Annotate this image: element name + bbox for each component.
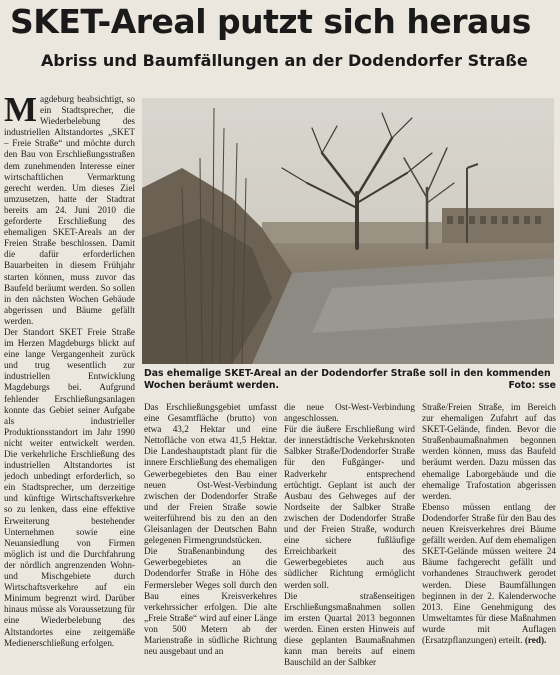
article-column-3 <box>284 402 415 672</box>
paragraph <box>422 502 556 646</box>
photo-caption <box>144 368 556 391</box>
paragraph: Straße/Freien Straße, im Bereich zur ehemaligen Zufahrt auf das SKET-Gelände, finden. Bevor die Straßenbaumaßnahmen begonnen werden können, muss das Baufeld beräumt werden. Dazu müssen das ehemalige Laborgebäude und die ehemalige Trafostation abgerissen werden. <box>422 402 556 501</box>
photo-sket-area-image <box>142 98 554 364</box>
paragraph: Die Straßenanbindung des Gewerbegebietes an die Dodendorfer Straße in Höhe des Fermersleber Weges soll durch den Bau eines Kreisverkehres verkehrssicher erfolgen. Die alte „Freie Straße“ wird auf einer Länge von 500 Metern ab der Marienstraße in südliche Richtung neu ausgebaut und an <box>144 546 277 657</box>
paragraph: Das Erschließungsgebiet umfasst eine Gesamtfläche (brutto) von etwa 43,2 Hektar und eine Nettofläche von etwa 41,5 Hektar. Die Landeshauptstadt plant für die innere Erschließung des ehemaligen Gewerbegebietes den Bau einer neuen Ost-West-Verbindung zwischen der Dodendorfer Straße und der Freien Straße sowie weiterführend bis zu den an den Gleisanlagen der Deutschen Bahn gelegenen Firmengrundstücken. <box>144 402 277 546</box>
paragraph <box>4 94 135 327</box>
author-signature: (red). <box>524 634 547 645</box>
article-photo <box>142 98 554 364</box>
subheadline: Abriss und Baumfällungen an der Dodendorfer Straße <box>41 51 528 70</box>
paragraph: die neue Ost-West-Verbindung angeschlossen. <box>284 402 415 424</box>
photo-credit: Foto: sse <box>508 379 556 391</box>
article-column-2 <box>144 402 277 672</box>
caption-text: Das ehemalige SKET-Areal an der Dodendorfer Straße soll in den kommenden Wochen beräumt werden. <box>144 368 551 391</box>
paragraph: Die straßenseitigen Erschließungsmaßnahmen sollen im ersten Quartal 2013 begonnen werden. Einen ersten Hinweis auf diese geplanten Baumaßnahmen kann man bereits auf einem Bauschild an der Salbker <box>284 590 415 668</box>
paragraph-text: agdeburg beabsichtigt, so ein Stadtsprecher, die Wiederbelebung des industriellen Altstandortes „SKET – Freie Straße“ und möchte durch den Bau von Erschließungsstraßen dem zunehmenden Interesse einer wirtschaftlichen Vermarktung gerecht werden. Um dieses Ziel umzusetzen, hatte der Stadtrat bereits am 24. Juni 2010 die geforderte Erschließung des ehemaligen SKET-Areals an der Freien Straße beschlossen. Damit die dafür erforderlichen Bauarbeiten in diesem Frühjahr starten können, muss zuvor das Baufeld beräumt werden. So sollen in den nächsten Wochen Gebäude abgerissen und Bäume gefällt werden. <box>4 94 135 326</box>
paragraph: Für die äußere Erschließung wird der innerstädtische Verkehrsknoten Salbker Straße/Dodendorfer Straße für den Fußgänger- und Radverkehr entsprechend ertüchtigt. Geplant ist auch der Ausbau des Gehweges auf der Nordseite der Salbker Straße zwischen der Dodendorfer Straße und der Freien Straße, wodurch eine sichere fußläufige Erreichbarkeit des Gewerbegebietes auch aus südlicher Richtung ermöglicht werden soll. <box>284 424 415 590</box>
paragraph: Der Standort SKET Freie Straße im Herzen Magdeburgs blickt auf eine lange Vergangenheit zurück und trug wesentlich zur industriellen Entwicklung Magdeburgs bei. Aufgrund fehlender Erschließungsanlagen konnte das Gebiet seiner Aufgabe als industrieller Produktionsstandort im Jahr 1990 nicht weiter entwickelt werden. Die verkehrliche Erschließung des industriellen Altstandortes ist jedoch unbedingt erforderlich, so ein Stadtsprecher, um derzeitige und künftige Wirtschaftsverkehre so zu lenken, dass eine effektive Erweiterung bestehender Unternehmen sowie eine Neuansiedlung von Firmen möglich ist und die Durchfahrung der nördlich angrenzenden Wohn- und Mischgebiete durch Wirtschaftsverkehre auf ein Minimum begrenzt wird. Darüber hinaus müsse als Voraussetzung für eine Wiederbelebung des Altstandortes eine zeitgemäße Medienerschließung erfolgen. <box>4 326 135 648</box>
paragraph-text: Ebenso müssen entlang der Dodendorfer Straße für den Bau des neuen Kreisverkehres drei Bäume gefällt werden. Auf dem ehemaligen SKET-Gelände müssen weitere 24 Bäume fachgerecht gefällt und vorhandenes Strauchwerk gerodet werden. Diese Baumfällungen beginnen in der 2. Kalenderwoche 2013. Eine Genehmigung des Umweltamtes für diese Maßnahmen wurde mit Auflagen (Ersatzpflanzungen) erteilt. <box>422 501 556 645</box>
article-column-4 <box>422 402 556 672</box>
drop-cap: M <box>4 94 38 129</box>
headline: SKET-Areal putzt sich heraus <box>10 2 531 41</box>
article-column-1 <box>4 94 135 670</box>
